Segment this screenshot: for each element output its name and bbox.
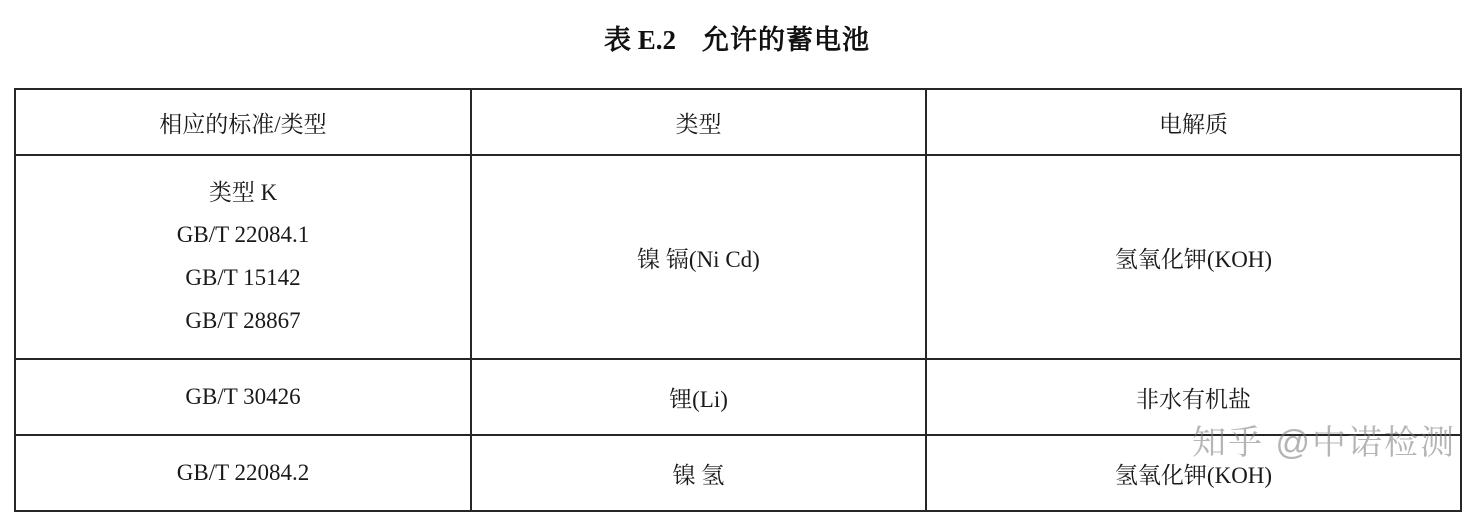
table-container xyxy=(14,88,1460,512)
standard-line: GB/T 22084.1 xyxy=(176,222,310,248)
table-caption xyxy=(0,0,1474,57)
watermark: 知乎 @中诺检测 xyxy=(1192,424,1456,462)
standard-line: GB/T 28867 xyxy=(185,307,301,333)
header-cell-type: 类型 xyxy=(471,89,926,155)
cell-standard-list: GB/T 22084.2 xyxy=(15,435,471,511)
cell-type: 镍 氢 xyxy=(471,435,926,511)
table-caption-label: 表 E.2 xyxy=(603,25,676,55)
table-row xyxy=(15,435,1461,511)
header-cell-standard: 相应的标准/类型 xyxy=(15,89,471,155)
table-caption-name: 允许的蓄电池 xyxy=(702,25,870,55)
cell-electrolyte: 氢氧化钾(KOH) xyxy=(926,435,1461,511)
standard-line: GB/T 15142 xyxy=(185,265,301,290)
standard-line: 类型 K xyxy=(208,179,278,205)
cell-standard-list: GB/T 30426 xyxy=(15,359,471,435)
header-cell-electrolyte: 电解质 xyxy=(926,89,1461,155)
cell-electrolyte: 氢氧化钾(KOH) xyxy=(926,155,1461,359)
cell-type: 锂(Li) xyxy=(471,359,926,435)
table-header-row xyxy=(15,89,1461,155)
table-row xyxy=(15,359,1461,435)
table-row xyxy=(15,155,1461,359)
cell-standard-list xyxy=(15,155,471,359)
allowed-batteries-table xyxy=(14,88,1462,512)
cell-type: 镍 镉(Ni Cd) xyxy=(471,155,926,359)
cell-electrolyte: 非水有机盐 xyxy=(926,359,1461,435)
